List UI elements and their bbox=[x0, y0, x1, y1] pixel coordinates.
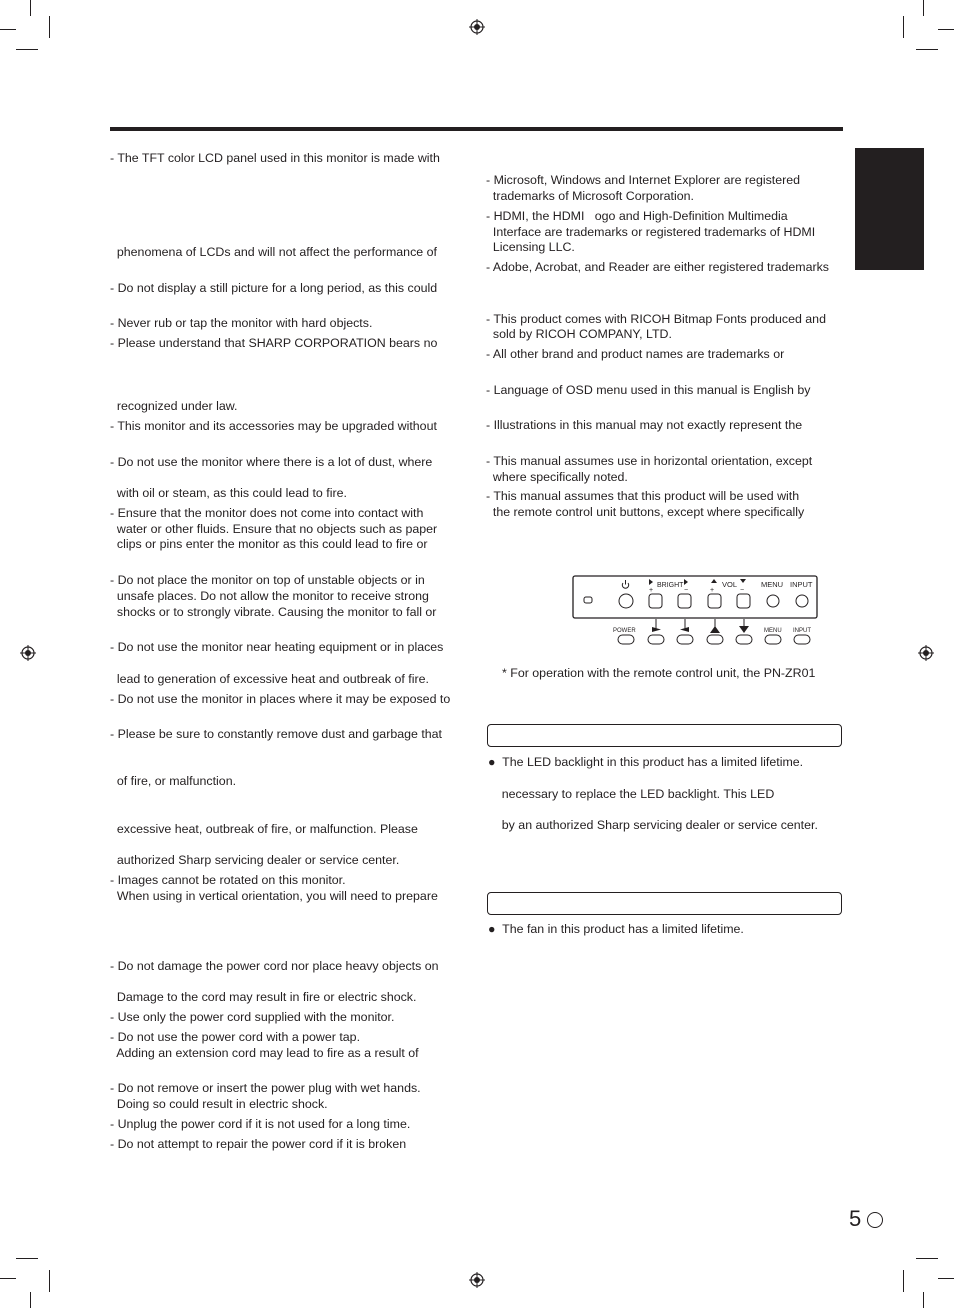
remote-key bbox=[618, 635, 810, 644]
text-line: - The TFT color LCD panel used in this monitor is made with bbox=[110, 151, 440, 165]
text-line: - Images cannot be rotated on this monitor. bbox=[110, 873, 346, 887]
text-line: - Use only the power cord supplied with the monitor. bbox=[110, 1010, 395, 1024]
registration-mark-icon bbox=[469, 1272, 485, 1288]
input-button bbox=[796, 595, 808, 607]
text-line: sold by RICOH COMPANY, LTD. bbox=[486, 327, 672, 341]
input-label: INPUT bbox=[790, 580, 813, 589]
crop-mark bbox=[903, 16, 904, 38]
vol-up-button bbox=[708, 594, 721, 608]
text-line: - This monitor and its accessories may be upgraded without bbox=[110, 419, 437, 433]
header-rule bbox=[110, 127, 843, 131]
crop-mark bbox=[923, 0, 924, 16]
registration-mark-icon bbox=[469, 19, 485, 35]
text-line: Damage to the cord may result in fire or electric shock. bbox=[110, 990, 417, 1004]
bullet-line: ● The LED backlight in this product has a limited lifetime. bbox=[488, 755, 804, 769]
text-line: - This product comes with RICOH Bitmap Fonts produced and bbox=[486, 312, 826, 326]
crop-mark bbox=[30, 0, 31, 16]
text-line: - Ensure that the monitor does not come into contact with bbox=[110, 506, 424, 520]
crop-mark bbox=[938, 29, 954, 30]
text-line: * For operation with the remote control unit, the PN-ZR01 bbox=[502, 666, 816, 680]
text-line: - All other brand and product names are trademarks or bbox=[486, 347, 785, 361]
bullet-line: necessary to replace the LED backlight. This LED bbox=[488, 787, 775, 801]
text-line: - Illustrations in this manual may not exactly represent the bbox=[486, 418, 803, 432]
text-line: Interface are trademarks or registered trademarks of HDMI bbox=[486, 225, 816, 239]
crop-mark bbox=[16, 49, 38, 50]
text-line: - Please understand that SHARP CORPORATION bears no bbox=[110, 336, 438, 350]
crop-mark bbox=[923, 1292, 924, 1308]
crop-mark bbox=[916, 1258, 938, 1259]
text-line: - Do not use the monitor near heating equipment or in places bbox=[110, 640, 444, 654]
text-line: - Do not place the monitor on top of unstable objects or in bbox=[110, 573, 425, 587]
led-backlight-heading-box bbox=[487, 724, 842, 747]
text-line: - Unplug the power cord if it is not used for a long time. bbox=[110, 1117, 411, 1131]
text-line: When using in vertical orientation, you will need to prepare bbox=[110, 889, 438, 903]
text-line: - Do not attempt to repair the power cord if it is broken bbox=[110, 1137, 407, 1151]
text-line: - Do not remove or insert the power plug with wet hands. bbox=[110, 1081, 421, 1095]
text-line: - Do not display a still picture for a long period, as this could bbox=[110, 281, 438, 295]
crop-mark bbox=[903, 1270, 904, 1292]
crop-mark bbox=[49, 16, 50, 38]
crop-mark bbox=[916, 49, 938, 50]
text-line: - Do not use the monitor where there is a lot of dust, where bbox=[110, 455, 433, 469]
menu-button bbox=[767, 595, 779, 607]
text-line: - Adobe, Acrobat, and Reader are either registered trademarks bbox=[486, 260, 829, 274]
bullet-line: ● The fan in this product has a limited lifetime. bbox=[488, 922, 744, 936]
minus-icon: − bbox=[740, 587, 745, 594]
crop-mark bbox=[0, 1278, 16, 1279]
plus-icon: + bbox=[649, 587, 654, 594]
menu-label: MENU bbox=[761, 580, 784, 589]
text-line: water or other fluids. Ensure that no objects such as paper bbox=[110, 522, 438, 536]
text-line: where specifically noted. bbox=[486, 470, 628, 484]
text-line: authorized Sharp servicing dealer or service center. bbox=[110, 853, 400, 867]
text-line: recognized under law. bbox=[110, 399, 238, 413]
vol-label: VOL bbox=[722, 580, 738, 589]
text-line: Licensing LLC. bbox=[486, 240, 575, 254]
text-line: Adding an extension cord may lead to fire as a result of bbox=[110, 1046, 419, 1060]
input-caption: INPUT bbox=[793, 628, 811, 634]
text-line: unsafe places. Do not allow the monitor to receive strong bbox=[110, 589, 429, 603]
registration-mark-icon bbox=[20, 645, 36, 661]
crop-mark bbox=[16, 1258, 38, 1259]
crop-mark bbox=[30, 1292, 31, 1308]
text-line: - Do not use the power cord with a power tap. bbox=[110, 1030, 361, 1044]
bright-up-button bbox=[678, 594, 691, 608]
power-caption: POWER bbox=[613, 628, 636, 634]
text-line: - Language of OSD menu used in this manual is English by bbox=[486, 383, 811, 397]
menu-caption: MENU bbox=[764, 628, 782, 634]
bullet-line: by an authorized Sharp servicing dealer or service center. bbox=[488, 818, 818, 832]
text-line: the remote control unit buttons, except where specifically bbox=[486, 505, 805, 519]
text-line: excessive heat, outbreak of fire, or malfunction. Please bbox=[110, 822, 418, 836]
control-panel-diagram bbox=[572, 575, 818, 619]
language-circle-icon bbox=[867, 1212, 883, 1228]
down-arrow-icon bbox=[739, 626, 749, 633]
crop-mark bbox=[0, 29, 16, 30]
fan-heading-box bbox=[487, 892, 842, 915]
power-button bbox=[619, 594, 633, 608]
minus-icon: − bbox=[684, 587, 689, 594]
remote-key-diagram bbox=[572, 619, 818, 649]
bright-down-button bbox=[649, 594, 662, 608]
plus-icon: + bbox=[710, 587, 715, 594]
text-line: - HDMI, the HDMI ogo and High-Definition Multimedia bbox=[486, 209, 788, 223]
page-number: 5 bbox=[849, 1206, 862, 1231]
text-line: - This manual assumes use in horizontal orientation, except bbox=[486, 454, 813, 468]
text-line: clips or pins enter the monitor as this could lead to fire or bbox=[110, 537, 428, 551]
text-line: trademarks of Microsoft Corporation. bbox=[486, 189, 694, 203]
vol-down-button bbox=[737, 594, 750, 608]
text-line: shocks or to strongly vibrate. Causing the monitor to fall or bbox=[110, 605, 437, 619]
bright-label: BRIGHT bbox=[657, 582, 684, 589]
text-line: of fire, or malfunction. bbox=[110, 774, 237, 788]
language-tab bbox=[855, 148, 924, 270]
text-line: Doing so could result in electric shock. bbox=[110, 1097, 328, 1111]
text-line: - This manual assumes that this product will be used with bbox=[486, 489, 800, 503]
text-line: with oil or steam, as this could lead to fire. bbox=[110, 486, 347, 500]
text-line: - Do not use the monitor in places where it may be exposed to bbox=[110, 692, 451, 706]
crop-mark bbox=[938, 1278, 954, 1279]
up-arrow-icon bbox=[710, 626, 720, 633]
crop-mark bbox=[49, 1270, 50, 1292]
text-line: - Never rub or tap the monitor with hard objects. bbox=[110, 316, 373, 330]
text-line: phenomena of LCDs and will not affect the performance of bbox=[110, 245, 437, 259]
text-line: lead to generation of excessive heat and outbreak of fire. bbox=[110, 672, 429, 686]
text-line: - Do not damage the power cord nor place heavy objects on bbox=[110, 959, 439, 973]
registration-mark-icon bbox=[918, 645, 934, 661]
text-line: - Please be sure to constantly remove dust and garbage that bbox=[110, 727, 442, 741]
text-line: - Microsoft, Windows and Internet Explorer are registered bbox=[486, 173, 801, 187]
